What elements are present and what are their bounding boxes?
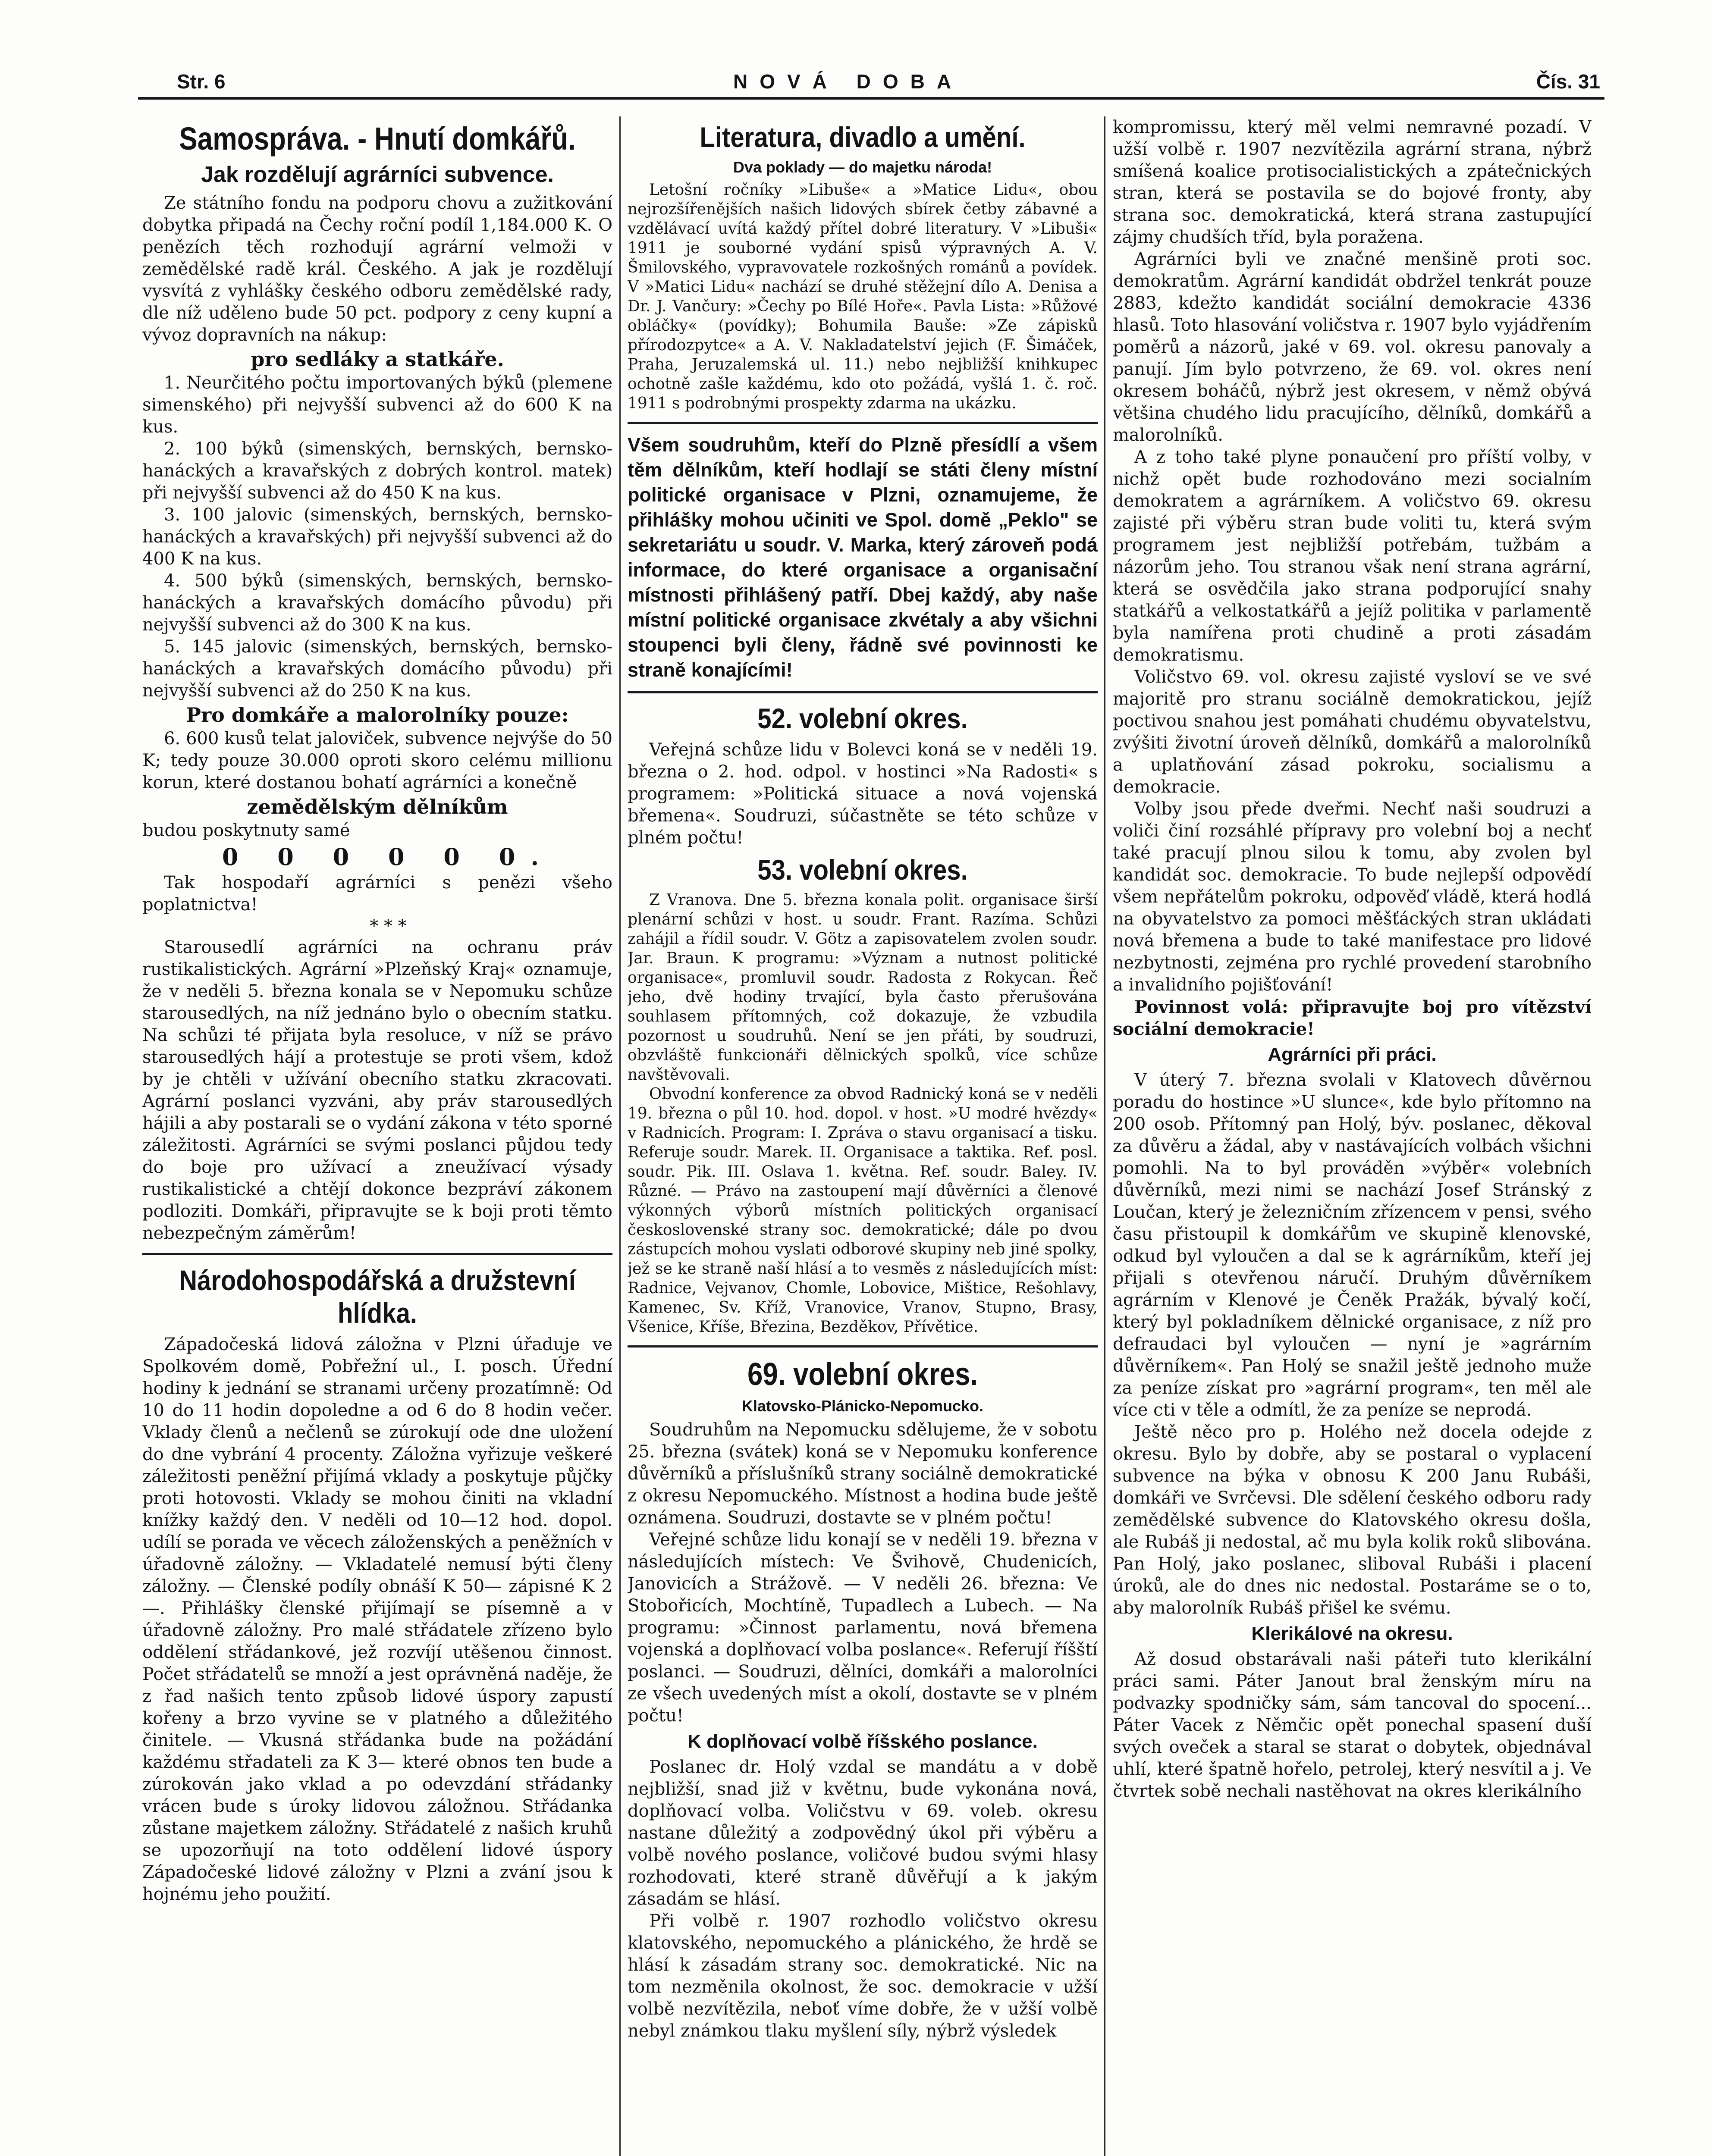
column-2 [628,116,1098,2156]
article-paragraph: V úterý 7. března svolali v Klatovech důvěrnou poradu do hostince »U slunce«, kde bylo přítomno na 200 osob. Přítomný pan Holý, býv. poslanec, děkoval za důvěru a žádal, aby v nastávajících volbách všichni pomohli. Na to byl prováděn »výběr« volebních důvěrníků, mezi nimi se nachází Josef Stránský z Loučan, který je železničním zřízencem v pensi, svého času přistoupil k domkářům ve skupině klenovské, odkud byl vyloučen a dal se k agrárníkům, kteří jej přijali s otevřenou náručí. Druhým důvěrníkem agrárním v Klenové je Čeněk Pražák, bývalý kočí, který byl pokladníkem dělnické organisace, z níž pro defraudaci byl vyloučen — nyní je »agrárním důvěrníkem«. Pan Holý se snažil ještě jednoho muže za peníze získat pro »agrární program«, ten měl ale více cti v těle a odmítl, že za peníze se neprodá. [1113,1070,1592,1420]
article-paragraph: Ze státního fondu na podporu chovu a zužitkování dobytka připadá na Čechy roční podíl 1,184.000 K. O penězích těch rozhodují agrární velmoži v zemědělské radě král. Českého. A jak je rozdělují vysvítá z vyhlášky českého odboru zemědělské rady, dle níž uděleno bude 50 pct. podpory z ceny kupní a vývoz dopravních na nákup: [142,193,612,345]
list-item: 2. 100 býků (simenských, bernských, bernsko-hanáckých a kravařských z dobrých kontrol. matek) při nejvyšší subvenci až do 450 K na kus. [142,439,612,503]
article-paragraph: Veřejné schůze lidu konají se v neděli 19. března v následujících místech: Ve Švihově, Chudenicích, Janovicích a Strážově. — V neděli 26. března: Ve Stobořicích, Mochtíně, Tupadlech a Lubech. — Na programu: »Činnost parlamentu, nová břemena vojenská a doplňovací volba poslance«. Referují říšští poslanci. — Soudruzi, dělníci, domkáři a malorolníci ze všech uvedených míst a okolí, dostavte se v plném počtu! [628,1530,1098,1726]
column-1 [142,116,612,2156]
article-headline: K doplňovací volbě říšského poslance. [688,1731,1038,1752]
subheading: zemědělským dělníkům [247,795,508,818]
page-header [138,65,1604,100]
article-paragraph: Až dosud obstarávali naši páteři tuto klerikální práci sami. Páter Janout bral ženským míru na podvazky spodničky sám, sám tancoval do spocení... Páter Vacek z Němčic opět ponechal spasení duší svých oveček a staral se starat o dobytek, objednával uhlí, které špatně hořelo, petrolej, který nesvítil a j. Ve čtvrtek sobě nechali nastěhovat na okres klerikálního [1113,1649,1592,1801]
column-divider [619,116,621,2156]
section-rule [628,691,1098,693]
zeros-line: 0 0 0 0 0 0. [222,843,555,871]
column-divider [1104,116,1105,2156]
article-paragraph: Při volbě r. 1907 rozhodlo voličstvo okresu klatovského, nepomuckého a plánického, že hrdě se hlásí k zásadám strany soc. demokratické. Nic na tom nezměnila okolnost, že soc. demokracie v užší volbě nezvítězila, neboť víme dobře, že v užší volbě nebyl známkou tlaku myšlení síly, nýbrž výsledek [628,1911,1098,2041]
list-item: 3. 100 jalovic (simenských, bernských, bernsko-hanáckých a kravařských) při nejvyšší subvenci až do 400 K na kus. [142,505,612,569]
article-paragraph: Obvodní konference za obvod Radnický koná se v neděli 19. března o půl 10. hod. dopol. v host. »U modré hvězdy« v Radnicích. Program: I. Zpráva o stavu organisací a tisku. Referuje soudr. Marek. II. Organisace a taktika. Ref. posl. soudr. Pik. III. Oslava 1. května. Ref. soudr. Baley. IV. Různé. — Právo na zastoupení mají důvěrníci a členové výkonných výborů místních politických organisací československé strany soc. demokratické; dále po dvou zástupcích mohou vyslati odborové skupiny neb jiné spolky, jež se ke straně naší hlásí a to vesměs z následujících míst: Radnice, Vejvanov, Chomle, Lobovice, Mištice, Rešohlavy, Kamenec, Sv. Kříž, Vranovice, Vranov, Stupno, Brasy, Všenice, Kříše, Březina, Bezděkov, Přívětice. [628,1085,1098,1336]
article-paragraph: Starousedlí agrárníci na ochranu práv rustikalistických. Agrární »Plzeňský Kraj« oznamuje, že v neděli 5. března konala se v Nepomuku schůze starousedlých, na níž jednáno bylo o obecním statku. Na schůzi té přijata byla resoluce, v níž se právo starousedlých hájí a protestuje se proti všem, kdož by je chtěli v užívání obecního statku zkracovati. Agrární poslanci vyzváni, aby práv starousedlých hájili a aby postarali se o vydání zákona v této sporné záležitosti. Agrárníci se svými poslanci půjdou tedy do boje pro užívací a zneužívací výsady rustikalistické a chtějí dokonce bezpráví zákonem podloziti. Domkáři, připravujte se k boji proti těmto nebezpečným záměrům! [142,937,612,1243]
list-item: 6. 600 kusů telat jaloviček, subvence nejvýše do 50 K; tedy pouze 30.000 oproti skoro celému millionu korun, které dostanou bohatí agrárníci a konečně [142,729,612,793]
section-rule [142,1253,612,1255]
district-heading-53: 53. volební okres. [757,854,968,886]
article-paragraph: Z Vranova. Dne 5. března konala polit. organisace širší plenární schůzi v host. u soudr. Frant. Razíma. Schůzi zahájil a řídil soudr. V. Götz a zapisovatelem zvolen soudr. Jar. Braun. K programu: »Význam a nutnost politické organisace«, promluvil soudr. Radosta z Rokycan. Řeč jeho, dvě hodiny trvající, byla často přerušována souhlasem přítomných, což dokazuje, že vzbudila pozornost u soudruhů. Není se jen přáti, by soudruzi, obzvláště funkcionáři dělnických spolků, více schůze navštěvovali. [628,891,1098,1084]
district-subheading: Klatovsko-Plánicko-Nepomucko. [741,1397,984,1415]
district-heading-52: 52. volební okres. [757,702,968,734]
article-paragraph: Ještě něco pro p. Holého než docela odejde z okresu. Bylo by dobře, aby se postaral o vyplacení subvence na býka v obnosu K 200 Janu Rubáši, domkáři ve Svrčevsi. Dle sdělení českého odboru rady zemědělské subvence do Klatovského okresu došla, ale Rubáš ji nedostal, ač mu byla kolik roků slibována. Pan Holý, jako poslanec, sliboval Rubáši i placení úroků, ale do dnes nic nedostal. Postaráme se o to, aby malorolník Rubáš přišel ke svému. [1113,1422,1592,1618]
column-3 [1113,116,1592,2156]
article-paragraph: Veřejná schůze lidu v Bolevci koná se v neděli 19. března o 2. hod. odpol. v hostinci »Na Radosti« s programem: »Politická situace a nová vojenská břemena«. Soudruzi, súčastněte se této schůze v plném počtu! [628,740,1098,848]
section-title-literatura: Literatura, divadlo a umění. [700,121,1026,153]
article-paragraph: Volby jsou přede dveřmi. Nechť naši soudruzi a voliči činí rozsáhlé přípravy pro volební boj a nechť také pracují plnou silou k tomu, aby zvolen byl kandidát soc. demokracie. To bude nejlepší odpovědí všem nepřátelům pokroku, odpověď vládě, která hodlá na obyvatelstvo za pomoci měšťáckých stran ukládati nová břemena a bude to také manifestace pro lidové nezbytnosti, zejména pro rychlé provedení starobního a invalidního pojišťování! [1113,799,1592,995]
list-item: 5. 145 jalovic (simenských, bernských, bernsko-hanáckých a kravařských domácího původu) při nejvyšší subvenci až do 250 K na kus. [142,637,612,701]
asterisk-separator: * * * [370,916,407,936]
article-headline: Agrárníci při práci. [1268,1044,1437,1065]
article-paragraph: budou poskytnuty samé [142,821,350,840]
newspaper-masthead: NOVÁ DOBA [733,70,964,93]
article-paragraph: Agrárníci byli ve značné menšině proti soc. demokratům. Agrární kandidát obdržel tenkrát pouze 2883, kdežto kandidát sociální demokracie 4336 hlasů. Toto hlasování voličstva r. 1907 bylo vyjádřením poměrů a názorů, jaké v 69. vol. okresu panovaly a panují. Jím bylo potvrzeno, že 69. vol. okres není okresem boháčů, nýbrž jest okresem, v němž obývá většina chudého lidu pracujícího, dělníků, domkářů a malorolníků. [1113,249,1592,445]
call-to-action: Povinnost volá: připravujte boj pro vítězství sociální demokracie! [1113,997,1592,1039]
article-headline: Klerikálové na okresu. [1251,1623,1453,1644]
article-headline: Dva poklady — do majetku národa! [733,158,992,176]
section-rule [628,1345,1098,1348]
subheading: Pro domkáře a malorolníky pouze: [186,703,569,727]
article-paragraph: Západočeská lidová záložna v Plzni úřaduje ve Spolkovém domě, Pobřežní ul., I. posch. Úřední hodiny k jednání se stranami určeny prozatímně: Od 10 do 11 hodin dopoledne a od 6 do 8 hodin večer. Vklady členů a nečlenů se zúrokují ode dne uložení do dne vybrání 4 procenty. Záložna vyřizuje veškeré záležitosti peněžní přijímá vklady a poskytuje půjčky proti hotovosti. Vklady se mohou činiti na vkladní knížky každý den. V neděli od 10—12 hod. dopol. udílí se porada ve věcech záloženských a peněžních v úřadovně záložny. — Vkladatelé nemusí býti členy záložny. — Členské podíly obnáší K 50— zápisné K 2—. Přihlášky členské přijímají se písemně a v úřadovně záložny. Pro malé střádatele zřízeno bylo oddělení střádankové, jež rozvíjí utěšenou činnost. Počet střádatelů se množí a jest oprávněná naděje, že z řad našich tento způsob lidové úspory zapustí kořeny a brzo vyvine se v platného a důležitého činitele. — Vkusná střádanka bude na požádání každému střadateli za K 3— které obnos ten bude a zúrokován jako vklad a po odevzdání střádanky vrácen bude s úroky lidovou záložnou. Střádanka zůstane majetkem záložny. Střádatelé z našich kruhů se upozorňují na toto oddělení lidové úspory Západočeské lidové záložny v Plzni a zvání jsou k hojnému jeho použití. [142,1335,612,1904]
section-title-samosprava: Samospráva. - Hnutí domkářů. [179,121,576,157]
article-headline: Jak rozdělují agrárníci subvence. [201,162,554,187]
section-title-narodohospodarska: Národohospodářská a družstevní hlídka. [179,1264,576,1329]
article-paragraph: Voličstvo 69. vol. okresu zajisté vysloví se ve své majoritě pro stranu sociálně demokratickou, jejíž poctivou snahou jest pomáhati chudému obyvatelstvu, zvýšiti životní úroveň dělníků, domkářů a malorolníků a uplatňování zásad pokroku, socialismu a demokracie. [1113,667,1592,797]
article-paragraph: kompromissu, který měl velmi nemravné pozadí. V užší volbě r. 1907 nezvítězila agrární strana, nýbrž smíšená koalice protisocialistických a zpátečnických stran, která se postavila se do bojové fronty, aby strana soc. demokratická, která strana zastupující zájmy chudších tříd, byla poražena. [1113,117,1592,247]
article-paragraph: Tak hospodaří agrárníci s penězi všeho poplatnictva! [142,873,612,915]
issue-number: Čís. 31 [1536,70,1600,93]
announcement-box: Všem soudruhům, kteří do Plzně přesídlí a všem těm dělníkům, kteří hodlají se státi členy místní politické organisace v Plzni, oznamujeme, že přihlášky mohou učiniti ve Spol. domě „Peklo" se sekretariátu u soudr. V. Marka, který zároveň podá informace, do které organisace a organisační místnosti přihlášený patří. Dbej každý, aby naše místní politické organisace zkvétaly a aby všichni stoupenci byli členy, řádně své povinnosti ke straně konajícími! [628,434,1098,681]
section-rule [628,422,1098,424]
list-item: 4. 500 býků (simenských, bernských, bernsko-hanáckých a kravařských domácího původu) při nejvyšší subvenci až do 300 K na kus. [142,571,612,635]
article-paragraph: Soudruhům na Nepomucku sdělujeme, že v sobotu 25. března (svátek) koná se v Nepomuku konference důvěrníků a příslušníků strany sociálně demokratické z okresu Nepomuckého. Místnost a hodina bude ještě oznámena. Soudruzi, dostavte se v plném počtu! [628,1420,1098,1528]
page-number: Str. 6 [177,70,226,93]
article-paragraph: Letošní ročníky »Libuše« a »Matice Lidu«, obou nejrozšířenějších našich lidových sbírek četby zábavné a vzdělávací uvítá každý přítel dobré literatury. V »Libuši« 1911 je souborné vydání spisů výpravných A. V. Šmilovského, vypravovatele rozkošných románů a povídek. V »Matici Lidu« nachází se druhé stěžejní dílo A. Denisa a Dr. J. Vančury: »Čechy po Bílé Hoře«. Pavla Lista: »Růžové obláčky« (povídky); Bohumila Bauše: »Ze zápisků přírodozpytce« a A. V. Nakladatelství jejich (F. Šimáček, Praha, Jeruzalemská ul. 11.) nebo nejbližší knihkupec ochotně zašle každému, kdo oto požádá, vyšlá 1. č. roč. 1911 s podrobnými prospekty zdarma na ukázku. [628,181,1098,412]
district-heading-69: 69. volební okres. [747,1356,978,1392]
list-item: 1. Neurčitého počtu importovaných býků (plemene simenského) při nejvyšší subvenci až do 600 K na kus. [142,373,612,437]
article-paragraph: A z toho také plyne ponaučení pro příští volby, v nichž opět bude rozhodováno mezi socialním demokratem a agrárníkem. A voličstvo 69. okresu zajisté při výběru stran bude voliti tu, která svým programem jest nejbližší potřebám, tužbám a názorům jeho. Tou stranou však není strana agrární, která se osvědčila jako strana podporující snahy statkářů a velkostatkářů a jejíž politika v parlamentě byla namířena proti chudině a proti zásadám demokratismu. [1113,447,1592,665]
subheading: pro sedláky a statkáře. [251,348,504,371]
article-paragraph: Poslanec dr. Holý vzdal se mandátu a v době nejbližší, snad již v květnu, bude vykonána nová, doplňovací volba. Voličstvu v 69. voleb. okresu nastane důležitý a zodpovědný úkol při výběru a volbě nového poslance, voličové budou svými hlasy rozhodovati, které straně důvěřují a k jakým zásadám se hlásí. [628,1757,1098,1909]
